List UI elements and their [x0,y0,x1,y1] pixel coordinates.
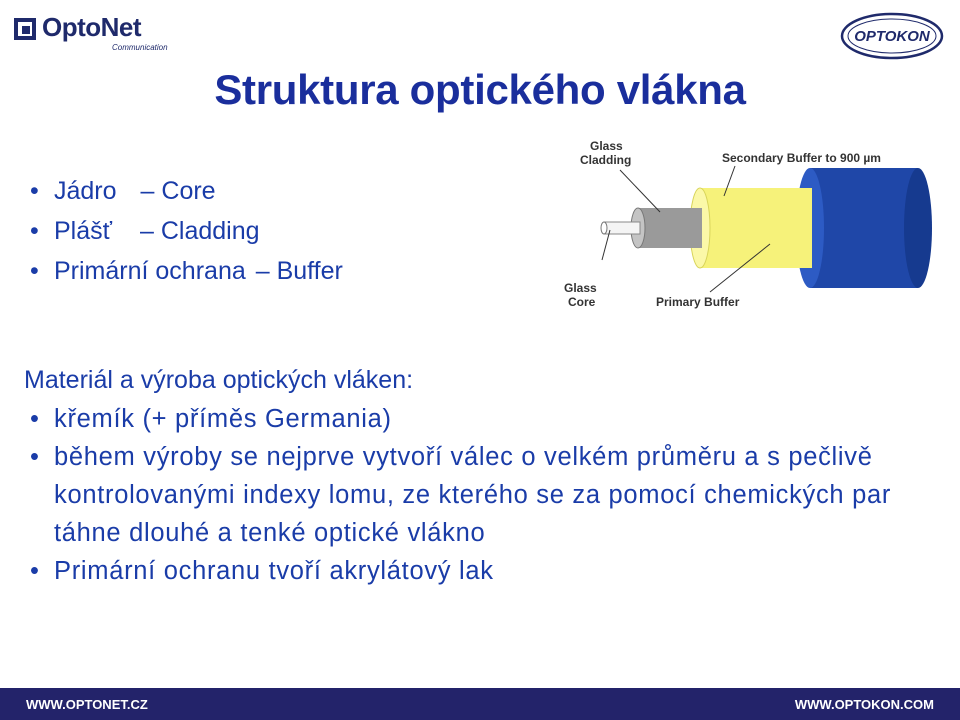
secondary-buffer-layer [796,168,932,288]
structure-en: – Buffer [255,257,343,285]
optonet-logo [14,10,174,50]
structure-en: – Core [140,177,216,205]
label-primary-buffer: Primary Buffer [656,295,740,309]
optonet-logo-mark [14,18,36,40]
optonet-logo-sub: Communication [112,43,168,52]
footer-link-optokon[interactable]: WWW.OPTOKON.COM [794,697,934,712]
footer-bar [0,688,960,720]
primary-buffer-layer [690,188,812,268]
structure-item-buffer [24,251,343,291]
optokon-logo-name: OPTOKON [854,28,930,45]
structure-item-core [24,171,343,211]
material-list [24,400,944,590]
structure-list [24,171,343,291]
structure-en: – Cladding [140,217,260,245]
core-layer [601,222,640,234]
structure-term: Jádro [54,177,117,205]
fiber-structure-diagram [560,132,940,322]
structure-item-cladding [24,211,343,251]
footer-link-optonet[interactable]: WWW.OPTONET.CZ [26,697,148,712]
label-secondary-buffer: Secondary Buffer to 900 µm [722,151,881,165]
label-glass-core-line1: Glass [564,281,597,295]
structure-term: Plášť [54,217,113,245]
structure-term: Primární ochrana [54,257,246,285]
label-glass-core-line2: Core [568,295,596,309]
material-item: • Primární ochranu tvoří akrylátový lak [24,552,944,590]
material-item: • během výroby se nejprve vytvoří válec o velkém průměru a s pečlivě kontrolovanými indexy lomu, ze kterého se za pomocí chemických par táhne dlouhé a tenké optické vlákno [24,438,944,552]
optokon-logo [836,8,948,64]
label-glass-cladding-line1: Glass [590,139,623,153]
optonet-logo-name: OptoNet [42,12,142,42]
label-glass-cladding-line2: Cladding [580,153,632,167]
material-heading: Materiál a výroba optických vláken: [24,366,414,394]
material-item: • křemík (+ příměs Germania) [24,400,944,438]
page-title: Struktura optického vlákna [214,66,746,113]
cladding-layer [631,208,702,248]
